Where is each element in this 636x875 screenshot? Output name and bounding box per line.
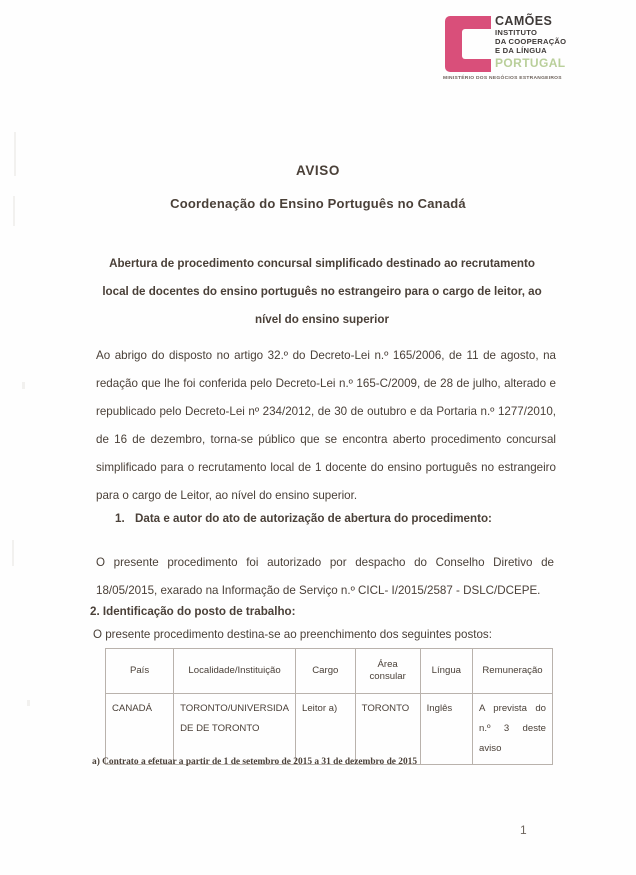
cell-localidade-line-2: DE DE TORONTO xyxy=(180,723,260,734)
cell-lingua: Inglês xyxy=(420,694,472,765)
header-area-consular xyxy=(355,649,420,694)
cell-pais: CANADÁ xyxy=(106,694,174,765)
cell-cargo: Leitor a) xyxy=(296,694,356,765)
cell-remuneracao xyxy=(473,694,553,765)
scan-artifact xyxy=(27,700,30,706)
page-subtitle-coordination: Coordenação do Ensino Português no Canadá xyxy=(170,196,466,211)
cell-area: TORONTO xyxy=(355,694,420,765)
logo-wordmark xyxy=(495,15,577,70)
section-1-number: 1. xyxy=(115,512,125,525)
section-1-heading xyxy=(115,512,492,525)
scan-artifact xyxy=(22,382,25,389)
camoes-logo xyxy=(443,14,577,90)
cell-localidade xyxy=(174,694,296,765)
page-title: AVISO xyxy=(295,163,340,178)
logo-title: CAMÕES xyxy=(495,14,553,28)
logo-line-3: E DA LÍNGUA xyxy=(495,46,547,56)
section-2-intro: O presente procedimento destina-se ao preenchimento dos seguintes postos: xyxy=(93,628,492,641)
table-header-row xyxy=(106,649,553,694)
body-paragraph-2: O presente procedimento foi autorizado por despacho do Conselho Diretivo de 18/05/2015, exarado na Informação de Serviço n.º CICL- I/2015/2587 - DSLC/DCEPE. xyxy=(96,556,554,597)
logo-portugal: PORTUGAL xyxy=(495,55,566,70)
header-area-line-2: consular xyxy=(369,671,406,682)
cell-remuneracao-text: A prevista do n.º 3 deste aviso xyxy=(479,703,546,754)
header-lingua: Língua xyxy=(420,649,472,694)
header-remuneracao: Remuneração xyxy=(473,649,553,694)
table-row xyxy=(106,694,553,765)
table-footnote: a) Contrato a efetuar a partir de 1 de setembro de 2015 a 31 de dezembro de 2015 xyxy=(92,757,418,767)
scan-artifact xyxy=(12,540,14,566)
header-cargo: Cargo xyxy=(296,649,356,694)
posts-table xyxy=(105,648,553,765)
posts-table-head xyxy=(106,649,553,694)
posts-table-body xyxy=(106,694,553,765)
section-1-title: Data e autor do ato de autorização de abertura do procedimento: xyxy=(135,512,492,525)
notice-subtitle: Abertura de procedimento concursal simplificado destinado ao recrutamento local de docentes do ensino português no estrangeiro para o cargo de leitor, ao nível do ensino superior xyxy=(102,257,542,326)
logo-line-1: INSTITUTO xyxy=(495,28,538,37)
logo-line-2: DA COOPERAÇÃO xyxy=(495,37,567,47)
header-pais: País xyxy=(106,649,174,694)
page-number: 1 xyxy=(520,823,527,837)
camoes-c-mark-icon xyxy=(445,16,491,72)
header-area-line-1: Área xyxy=(377,659,398,670)
logo-ministry-line: MINISTÉRIO DOS NEGÓCIOS ESTRANGEIROS xyxy=(443,76,562,81)
header-localidade: Localidade/Instituição xyxy=(174,649,296,694)
cell-localidade-line-1: TORONTO/UNIVERSIDA xyxy=(180,703,290,714)
section-2-heading: 2. Identificação do posto de trabalho: xyxy=(90,605,296,618)
body-paragraph-1: Ao abrigo do disposto no artigo 32.º do Decreto-Lei n.º 165/2006, de 11 de agosto, na redação que lhe foi conferida pelo Decreto-Lei n.º 165-C/2009, de 28 de julho, alterado e republicado pelo Decreto-Lei nº 234/2012, de 30 de outubro e da Portaria n.º 1277/2010, de 16 de dezembro, torna-se público que se encontra aberto procedimento concursal simplificado para o recrutamento local de 1 docente do ensino português no estrangeiro para o cargo de Leitor, ao nível do ensino superior. xyxy=(96,349,556,502)
